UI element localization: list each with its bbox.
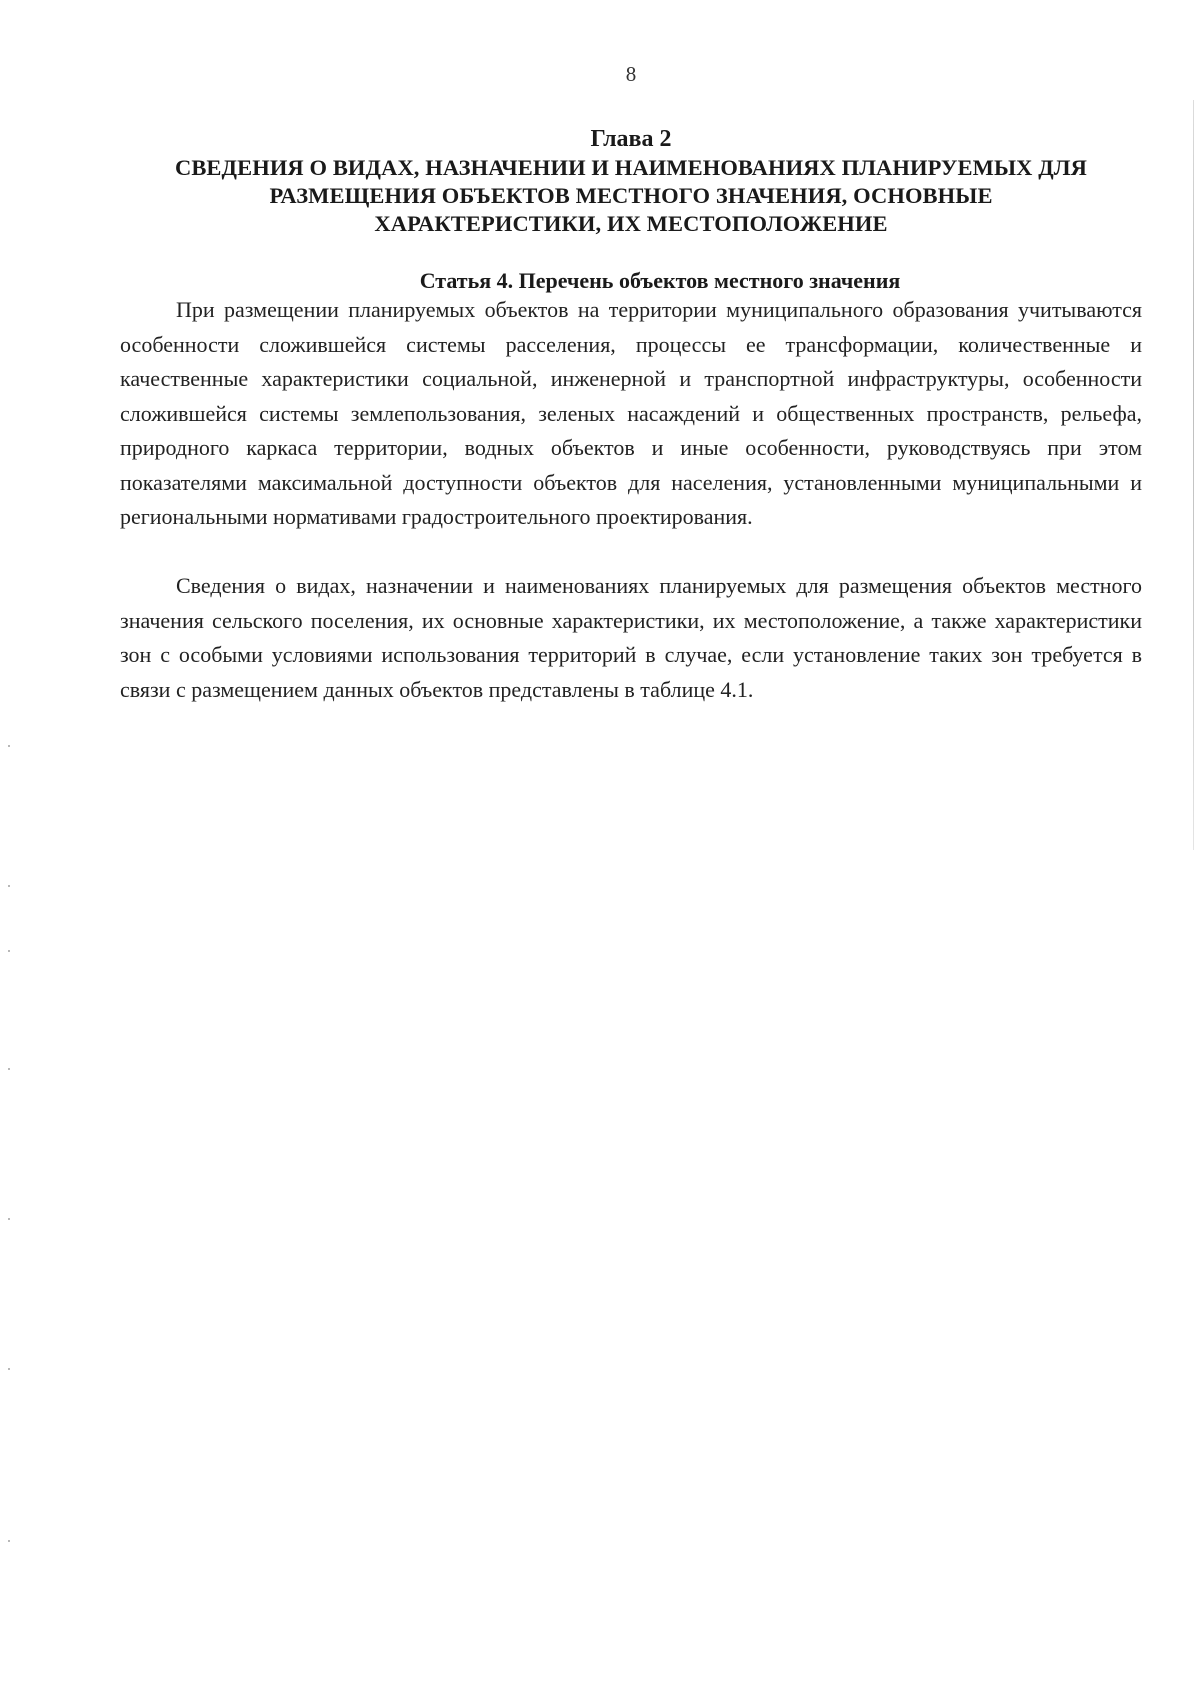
scan-edge-shadow — [1193, 100, 1194, 850]
article-title: Статья 4. Перечень объектов местного значения — [419, 268, 901, 293]
scan-speck — [8, 1368, 10, 1370]
body-paragraph: Сведения о видах, назначении и наименованиях планируемых для размещения объектов местного значения сельского поселения, их основные характеристики, их местоположение, а также характеристики зон с особыми условиями использования территорий в случае, если установление таких зон требуется в связи с размещением данных объектов представлены в таблице 4.1. — [120, 573, 1142, 702]
scan-speck — [8, 885, 10, 887]
scan-speck — [8, 950, 10, 952]
scan-speck — [8, 1218, 10, 1220]
scan-speck — [8, 1540, 10, 1542]
chapter-heading-line: СВЕДЕНИЯ О ВИДАХ, НАЗНАЧЕНИИ И НАИМЕНОВАНИЯХ ПЛАНИРУЕМЫХ ДЛЯ — [174, 155, 1088, 180]
chapter-heading-line: ХАРАКТЕРИСТИКИ, ИХ МЕСТОПОЛОЖЕНИЕ — [374, 211, 888, 236]
page-number: 8 — [625, 62, 637, 86]
chapter-title: Глава 2 — [590, 126, 672, 152]
body-paragraph: При размещении планируемых объектов на территории муниципального образования учитываются особенности сложившейся системы расселения, процессы ее трансформации, количественные и качественные характеристики социальной, инженерной и транспортной инфраструктуры, особенности сложившейся системы землепользования, зеленых насаждений и общественных пространств, рельефа, природного каркаса территории, водных объектов и иные особенности, руководствуясь при этом показателями максимальной доступности объектов для населения, установленными муниципальными и региональными нормативами градостроительного проектирования. — [120, 297, 1142, 529]
chapter-heading-line: РАЗМЕЩЕНИЯ ОБЪЕКТОВ МЕСТНОГО ЗНАЧЕНИЯ, ОСНОВНЫЕ — [269, 183, 993, 208]
chapter-header — [120, 124, 1142, 238]
scan-speck — [8, 745, 10, 747]
scan-speck — [8, 1068, 10, 1070]
